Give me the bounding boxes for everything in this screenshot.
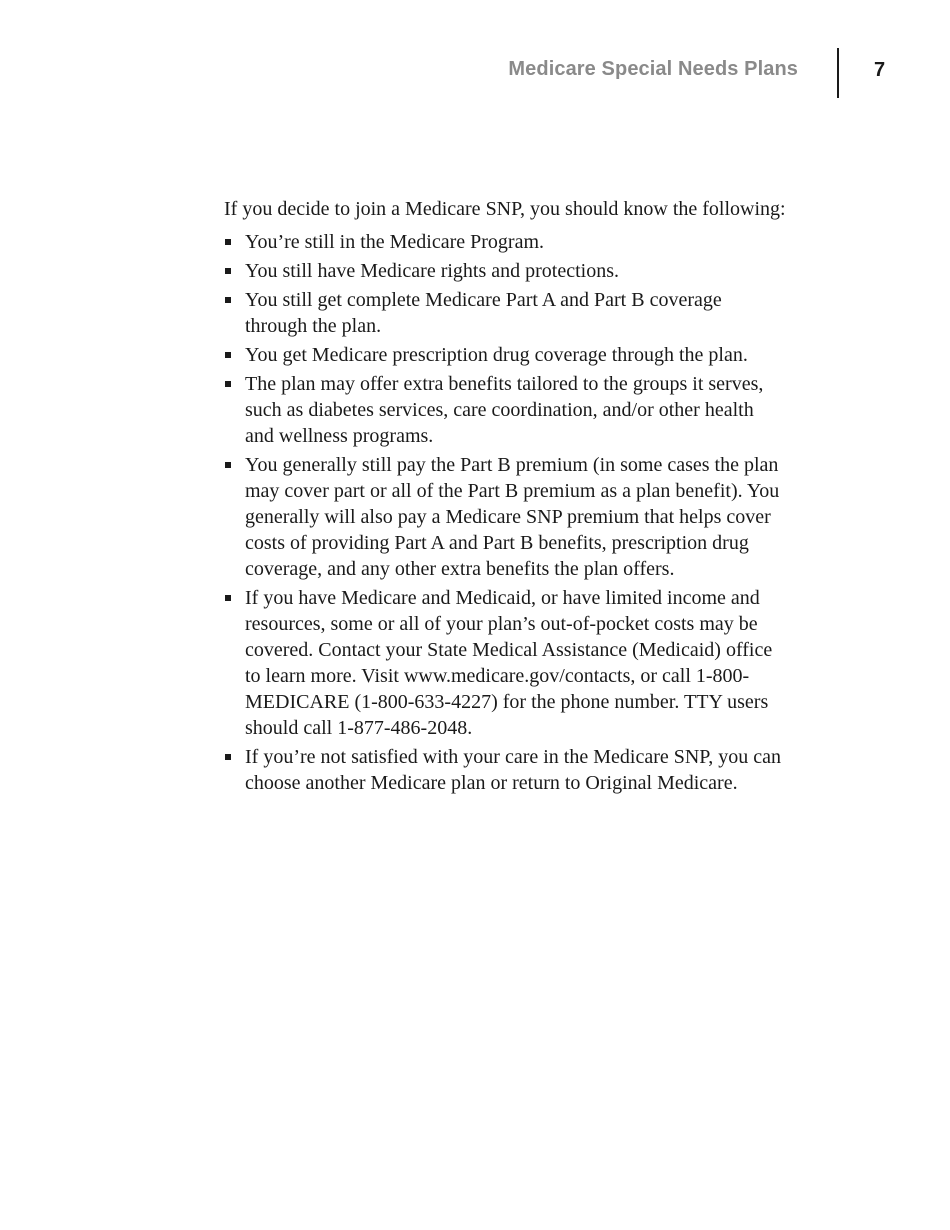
list-item <box>224 585 786 741</box>
square-bullet-icon <box>225 381 231 387</box>
square-bullet-icon <box>225 239 231 245</box>
list-item-text: If you have Medicare and Medicaid, or have limited income and resources, some or all of your plan’s out-of-pocket costs may be covered. Contact your State Medical Assistance (Medicaid) office to learn more. Visit www.medicare.gov/contacts, or call 1-800-MEDICARE (1-800-633-4227) for the phone number. TTY users should call 1-877-486-2048. <box>245 587 773 739</box>
list-item <box>224 287 786 339</box>
header-divider <box>837 48 839 98</box>
square-bullet-icon <box>225 595 231 601</box>
square-bullet-icon <box>225 462 231 468</box>
list-item-text: You generally still pay the Part B premium (in some cases the plan may cover part or all of the Part B premium as a plan benefit). You generally will also pay a Medicare SNP premium that helps cover costs of providing Part A and Part B benefits, prescription drug coverage, and any other extra benefits the plan offers. <box>245 454 780 580</box>
list-item <box>224 371 786 449</box>
list-item <box>224 229 786 255</box>
square-bullet-icon <box>225 352 231 358</box>
page-body <box>224 196 786 799</box>
snp-facts-list <box>224 229 786 796</box>
list-item-text: You get Medicare prescription drug coverage through the plan. <box>245 344 748 366</box>
list-item <box>224 744 786 796</box>
square-bullet-icon <box>225 297 231 303</box>
list-item-text: You’re still in the Medicare Program. <box>245 231 545 253</box>
square-bullet-icon <box>225 754 231 760</box>
list-item-text: You still get complete Medicare Part A and Part B coverage through the plan. <box>245 289 722 337</box>
list-item-text: The plan may offer extra benefits tailored to the groups it serves, such as diabetes services, care coordination, and/or other health and wellness programs. <box>245 373 764 447</box>
square-bullet-icon <box>225 268 231 274</box>
intro-paragraph: If you decide to join a Medicare SNP, you should know the following: <box>224 198 786 220</box>
list-item <box>224 452 786 582</box>
list-item-text: You still have Medicare rights and protections. <box>245 260 620 282</box>
running-head-title: Medicare Special Needs Plans <box>508 58 798 80</box>
list-item <box>224 342 786 368</box>
page-number: 7 <box>874 59 886 81</box>
list-item <box>224 258 786 284</box>
list-item-text: If you’re not satisfied with your care in the Medicare SNP, you can choose another Medicare plan or return to Original Medicare. <box>245 746 781 794</box>
